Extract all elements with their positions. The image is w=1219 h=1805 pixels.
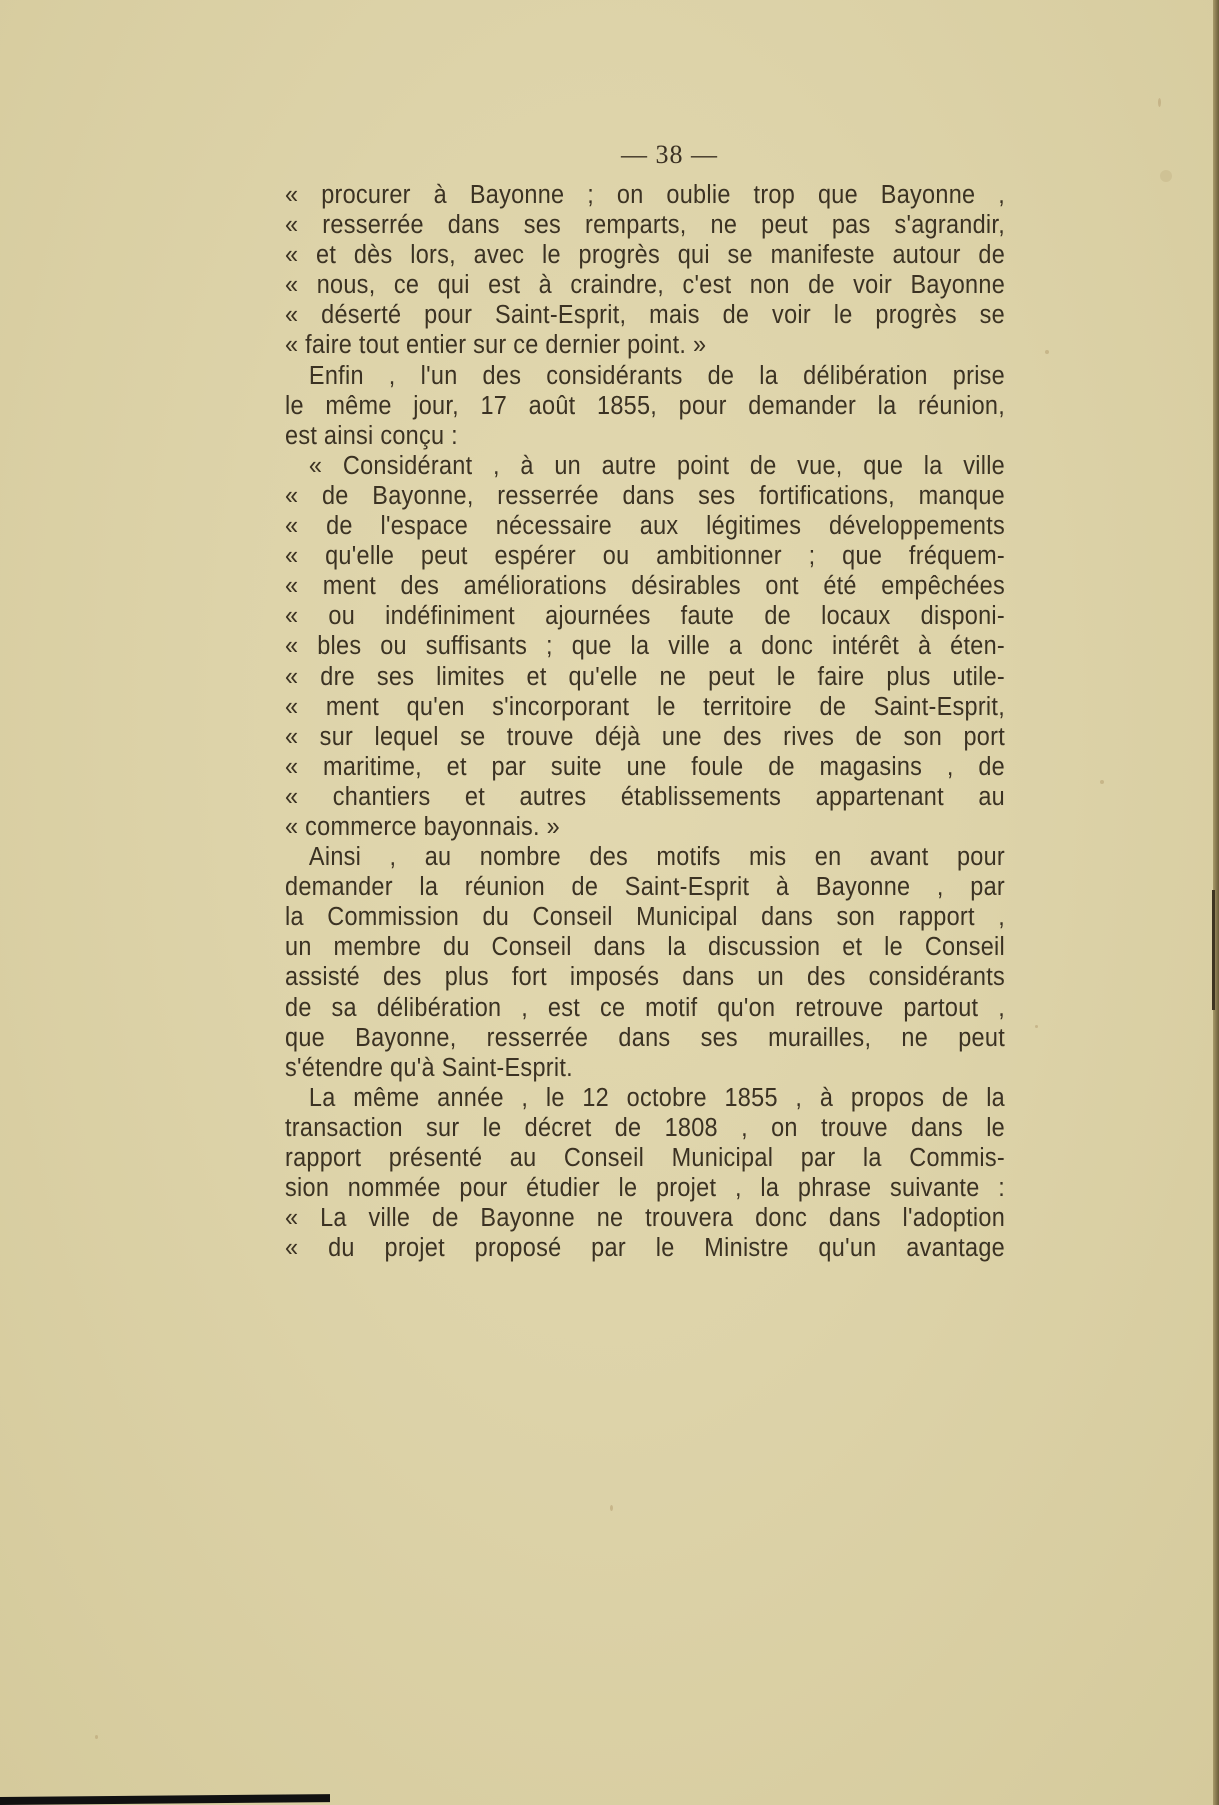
paper-speck <box>610 1505 613 1511</box>
paper-speck <box>1035 1025 1038 1028</box>
paper-stain <box>1160 170 1172 182</box>
paper-speck <box>1045 350 1049 354</box>
text-line: demander la réunion de Saint-Esprit à Bayonne , par <box>285 873 1006 902</box>
text-line: Enfin , l'un des considérants de la délibération prise <box>308 361 1006 390</box>
text-line: la Commission du Conseil Municipal dans son rapport , <box>285 903 1006 932</box>
text-line: de sa délibération , est ce motif qu'on retrouve partout , <box>285 993 1006 1022</box>
text-line: « ment qu'en s'incorporant le territoire de Saint-Esprit, <box>285 692 1006 721</box>
text-line: « Considérant , à un autre point de vue, que la ville <box>308 451 1006 480</box>
text-line: « chantiers et autres établissements appartenant au <box>285 782 1006 811</box>
text-line: « ou indéfiniment ajournées faute de locaux disponi- <box>285 602 1006 631</box>
body-text <box>285 180 1005 1263</box>
text-line: « faire tout entier sur ce dernier point. » <box>285 331 707 360</box>
text-line: « déserté pour Saint-Esprit, mais de voir le progrès se <box>285 301 1006 330</box>
text-line: La même année , le 12 octobre 1855 , à propos de la <box>308 1083 1006 1112</box>
paper-speck <box>1158 98 1161 107</box>
paper-speck <box>1100 780 1104 784</box>
text-line: « bles ou suffisants ; que la ville a donc intérêt à éten- <box>285 632 1006 661</box>
text-line: le même jour, 17 août 1855, pour demander la réunion, <box>285 391 1006 420</box>
text-line: « sur lequel se trouve déjà une des rives de son port <box>285 722 1006 751</box>
text-line: assisté des plus fort imposés dans un des considérants <box>285 963 1006 992</box>
text-line: « qu'elle peut espérer ou ambitionner ; que fréquem- <box>285 542 1006 571</box>
text-line: rapport présenté au Conseil Municipal par la Commis- <box>285 1144 1006 1172</box>
text-line: « maritime, et par suite une foule de magasins , de <box>285 752 1006 781</box>
page-edge-notch <box>1212 890 1215 1010</box>
text-line: « commerce bayonnais. » <box>285 812 560 841</box>
text-line: « du projet proposé par le Ministre qu'un avantage <box>285 1234 1006 1263</box>
text-line: « La ville de Bayonne ne trouvera donc dans l'adoption <box>285 1204 1006 1233</box>
text-line: « procurer à Bayonne ; on oublie trop que Bayonne , <box>285 181 1006 209</box>
paper-speck <box>95 1735 98 1739</box>
text-line: « resserrée dans ses remparts, ne peut pas s'agrandir, <box>285 211 1006 240</box>
text-line: « et dès lors, avec le progrès qui se manifeste autour de <box>285 241 1006 270</box>
text-line: « ment des améliorations désirables ont été empêchées <box>285 572 1006 601</box>
text-line: « de l'espace nécessaire aux légitimes développements <box>285 512 1006 541</box>
text-line: transaction sur le décret de 1808 , on trouve dans le <box>285 1113 1006 1142</box>
text-line: Ainsi , au nombre des motifs mis en avant pour <box>308 843 1006 872</box>
text-line: « de Bayonne, resserrée dans ses fortifications, manque <box>285 481 1006 510</box>
text-line: est ainsi conçu : <box>285 421 458 450</box>
text-line: que Bayonne, resserrée dans ses murailles, ne peut <box>285 1023 1006 1052</box>
text-line: « nous, ce qui est à craindre, c'est non de voir Bayonne <box>285 271 1006 300</box>
text-line: s'étendre qu'à Saint-Esprit. <box>285 1053 573 1082</box>
page-number: — 38 — <box>621 140 718 169</box>
text-line: sion nommée pour étudier le projet , la phrase suivante : <box>285 1174 1006 1203</box>
text-line: « dre ses limites et qu'elle ne peut le faire plus utile- <box>285 662 1006 691</box>
text-line: un membre du Conseil dans la discussion et le Conseil <box>285 933 1006 962</box>
